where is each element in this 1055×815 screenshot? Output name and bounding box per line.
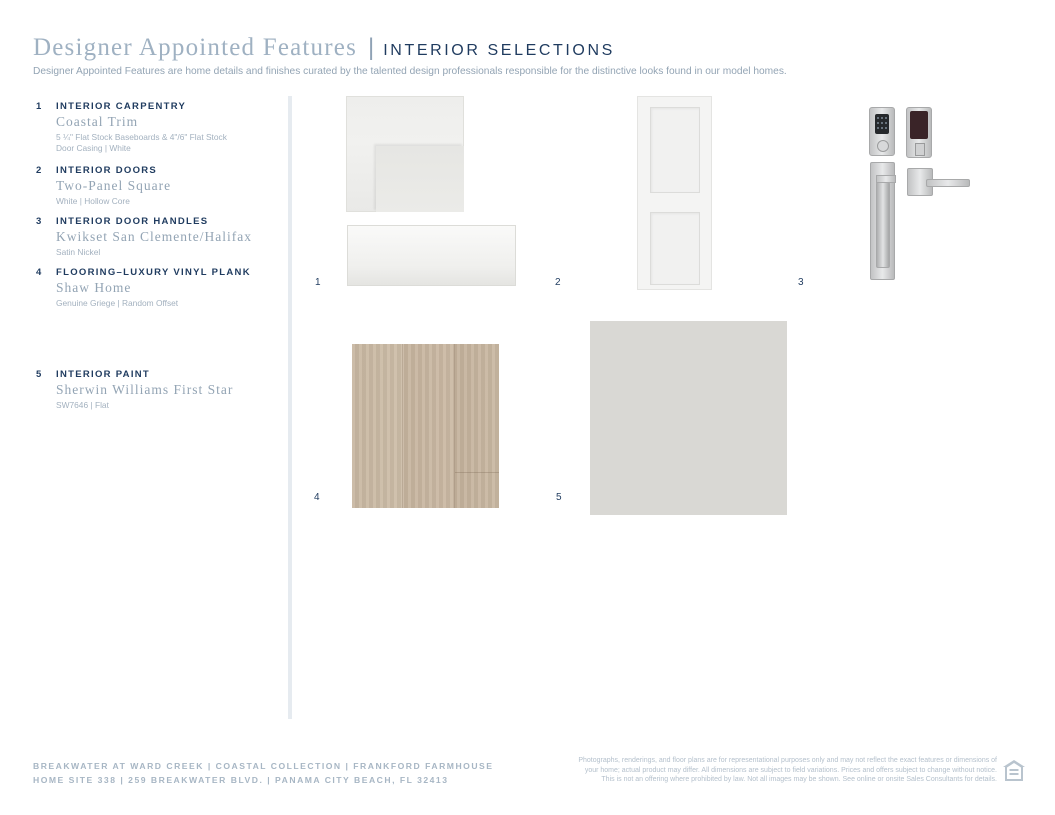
- homesite-address-line: HOME SITE 338 | 259 BREAKWATER BLVD. | PANAMA CITY BEACH, FL 32413: [33, 775, 449, 785]
- selection-detail-line: Satin Nickel: [56, 247, 101, 257]
- swatch-number-4: 4: [314, 492, 320, 503]
- disclaimer-line: This is not an offering where prohibited by law. Not all images may be shown. See online or onsite Sales Consultants for details.: [601, 776, 997, 784]
- smart-deadbolt-knob: [915, 143, 925, 156]
- selection-detail-line: Door Casing | White: [56, 143, 131, 153]
- selection-detail-line: White | Hollow Core: [56, 196, 130, 206]
- community-line: BREAKWATER AT WARD CREEK | COASTAL COLLECTION | FRANKFORD FARMHOUSE: [33, 761, 494, 771]
- vertical-divider: [288, 96, 292, 719]
- plank-seam: [455, 472, 499, 473]
- selection-category: INTERIOR DOOR HANDLES: [56, 216, 209, 227]
- keypad-deadbolt-image: [869, 107, 895, 156]
- selection-number: 4: [36, 267, 42, 278]
- selection-name: Coastal Trim: [56, 114, 139, 129]
- two-panel-door-image: [637, 96, 712, 290]
- trim-inner-panel: [376, 146, 464, 212]
- selection-number: 2: [36, 165, 42, 176]
- page-description: Designer Appointed Features are home details and finishes curated by the talented design professionals responsible for the distinctive looks found in our model homes.: [33, 66, 787, 77]
- legal-disclaimer: [500, 756, 997, 785]
- selection-name: Two-Panel Square: [56, 178, 172, 193]
- swatch-number-3: 3: [798, 277, 804, 288]
- handleset-grip: [876, 182, 890, 268]
- selection-number: 5: [36, 369, 42, 380]
- selection-number: 3: [36, 216, 42, 227]
- door-upper-panel: [650, 107, 700, 193]
- keypad-screen: [875, 114, 889, 134]
- swatch-number-1: 1: [315, 277, 321, 288]
- selection-name: Kwikset San Clemente/Halifax: [56, 229, 252, 244]
- smart-deadbolt-face: [910, 111, 928, 139]
- selection-number: 1: [36, 101, 42, 112]
- door-lower-panel: [650, 212, 700, 285]
- community-info: [33, 759, 494, 787]
- swatch-number-5: 5: [556, 492, 562, 503]
- selection-category: FLOORING–LUXURY VINYL PLANK: [56, 267, 251, 278]
- selection-category: INTERIOR DOORS: [56, 165, 158, 176]
- selection-category: INTERIOR CARPENTRY: [56, 101, 187, 112]
- section-title: INTERIOR SELECTIONS: [383, 42, 615, 59]
- selection-detail: [56, 132, 281, 154]
- selection-name: Shaw Home: [56, 280, 132, 295]
- baseboard-image: [347, 225, 516, 286]
- vinyl-plank-flooring-image: [352, 344, 499, 508]
- selection-detail: [56, 298, 281, 309]
- keypad-key-cylinder: [877, 140, 889, 152]
- selection-detail-line: SW7646 | Flat: [56, 400, 109, 410]
- trim-casing-image: [346, 96, 464, 212]
- smart-deadbolt-image: [906, 107, 932, 158]
- page-title: Designer Appointed Features: [33, 34, 358, 61]
- selection-detail-line: Genuine Griege | Random Offset: [56, 298, 179, 308]
- disclaimer-line: Photographs, renderings, and floor plans are for representational purposes only and may not reflect the exact features or dimensions of: [578, 757, 997, 764]
- selection-detail-line: 5 ¼" Flat Stock Baseboards & 4"/6" Flat Stock: [56, 132, 227, 142]
- swatch-number-2: 2: [555, 277, 561, 288]
- title-row: [33, 34, 1033, 62]
- selection-detail: [56, 196, 281, 207]
- selection-category: INTERIOR PAINT: [56, 369, 151, 380]
- selection-detail: [56, 400, 281, 411]
- title-separator: |: [368, 34, 375, 61]
- selection-detail: [56, 247, 281, 258]
- disclaimer-line: your home; actual product may differ. All dimensions are subject to field variations. Prices and offers subject to change without notice.: [584, 766, 997, 774]
- paint-color-swatch: [590, 321, 787, 515]
- equal-housing-opportunity-icon: [1002, 759, 1026, 783]
- selection-name: Sherwin Williams First Star: [56, 382, 234, 397]
- lever-handle-image: [926, 179, 970, 187]
- page-header: [33, 34, 1033, 77]
